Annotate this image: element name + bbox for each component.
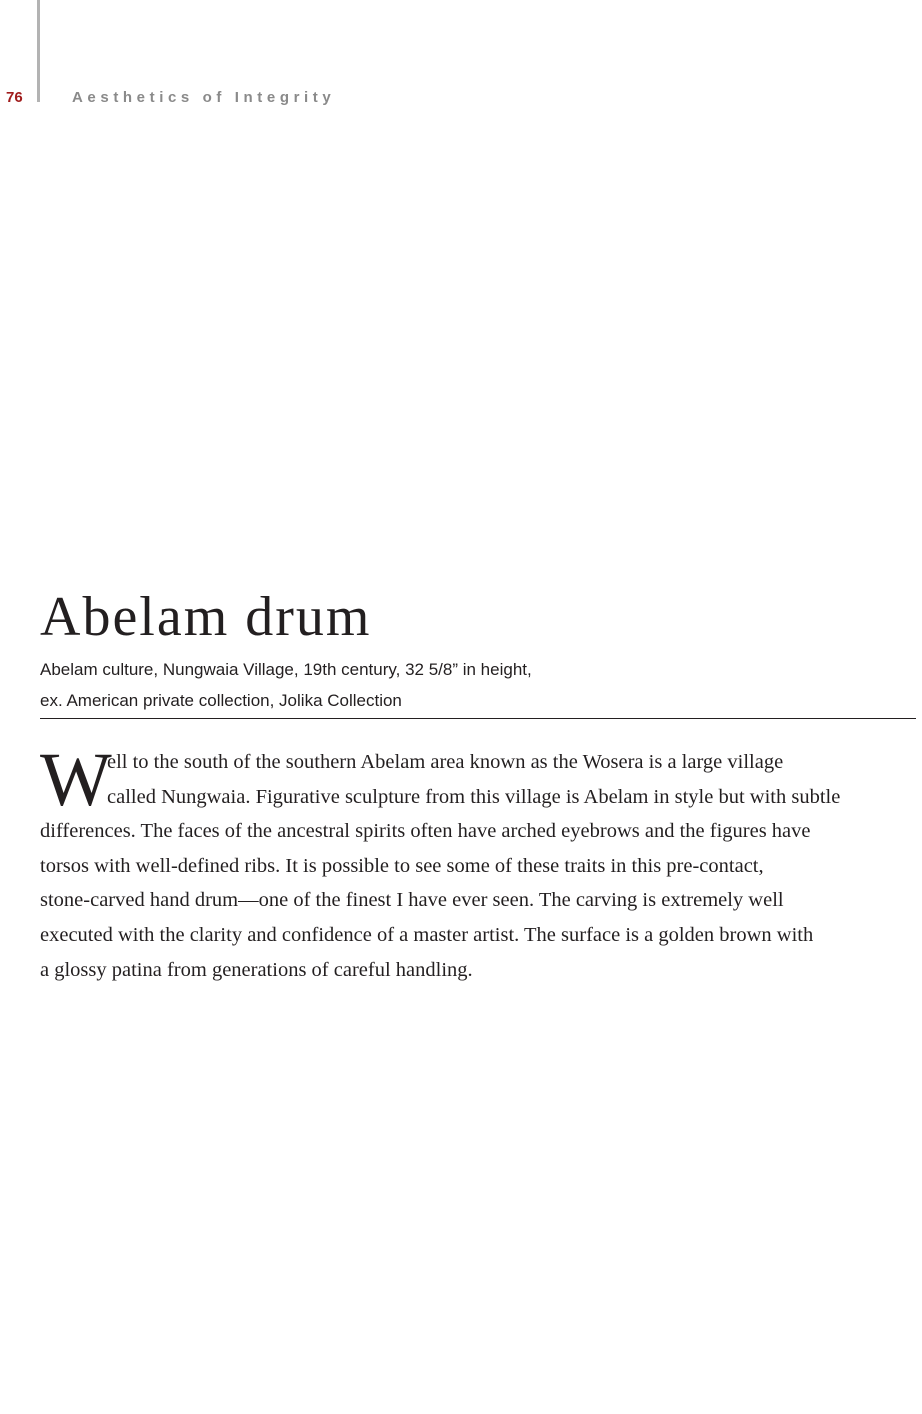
body-line: differences. The faces of the ancestral spirits often have arched eyebrows and the figures have	[40, 820, 811, 843]
body-paragraph	[40, 738, 910, 987]
entry-caption	[40, 654, 532, 716]
caption-line: Abelam culture, Nungwaia Village, 19th century, 32 5/8” in height,	[40, 660, 532, 679]
running-head: Aesthetics of Integrity	[72, 89, 336, 106]
page-number: 76	[6, 89, 23, 106]
body-line: ell to the south of the southern Abelam area known as the Wosera is a large village	[107, 751, 784, 773]
body-line: a glossy patina from generations of careful handling.	[40, 958, 473, 981]
body-line: executed with the clarity and confidence of a master artist. The surface is a golden brown with	[40, 923, 814, 946]
divider	[40, 718, 916, 719]
body-line: torsos with well-defined ribs. It is possible to see some of these traits in this pre-contact,	[40, 854, 764, 877]
gutter-rule	[37, 0, 40, 102]
body-line: called Nungwaia. Figurative sculpture from this village is Abelam in style but with subtle	[107, 785, 841, 808]
entry-title: Abelam drum	[40, 586, 372, 648]
caption-line: ex. American private collection, Jolika Collection	[40, 691, 402, 710]
body-line: stone-carved hand drum—one of the finest I have ever seen. The carving is extremely well	[40, 889, 784, 912]
drop-cap: W	[40, 738, 112, 822]
